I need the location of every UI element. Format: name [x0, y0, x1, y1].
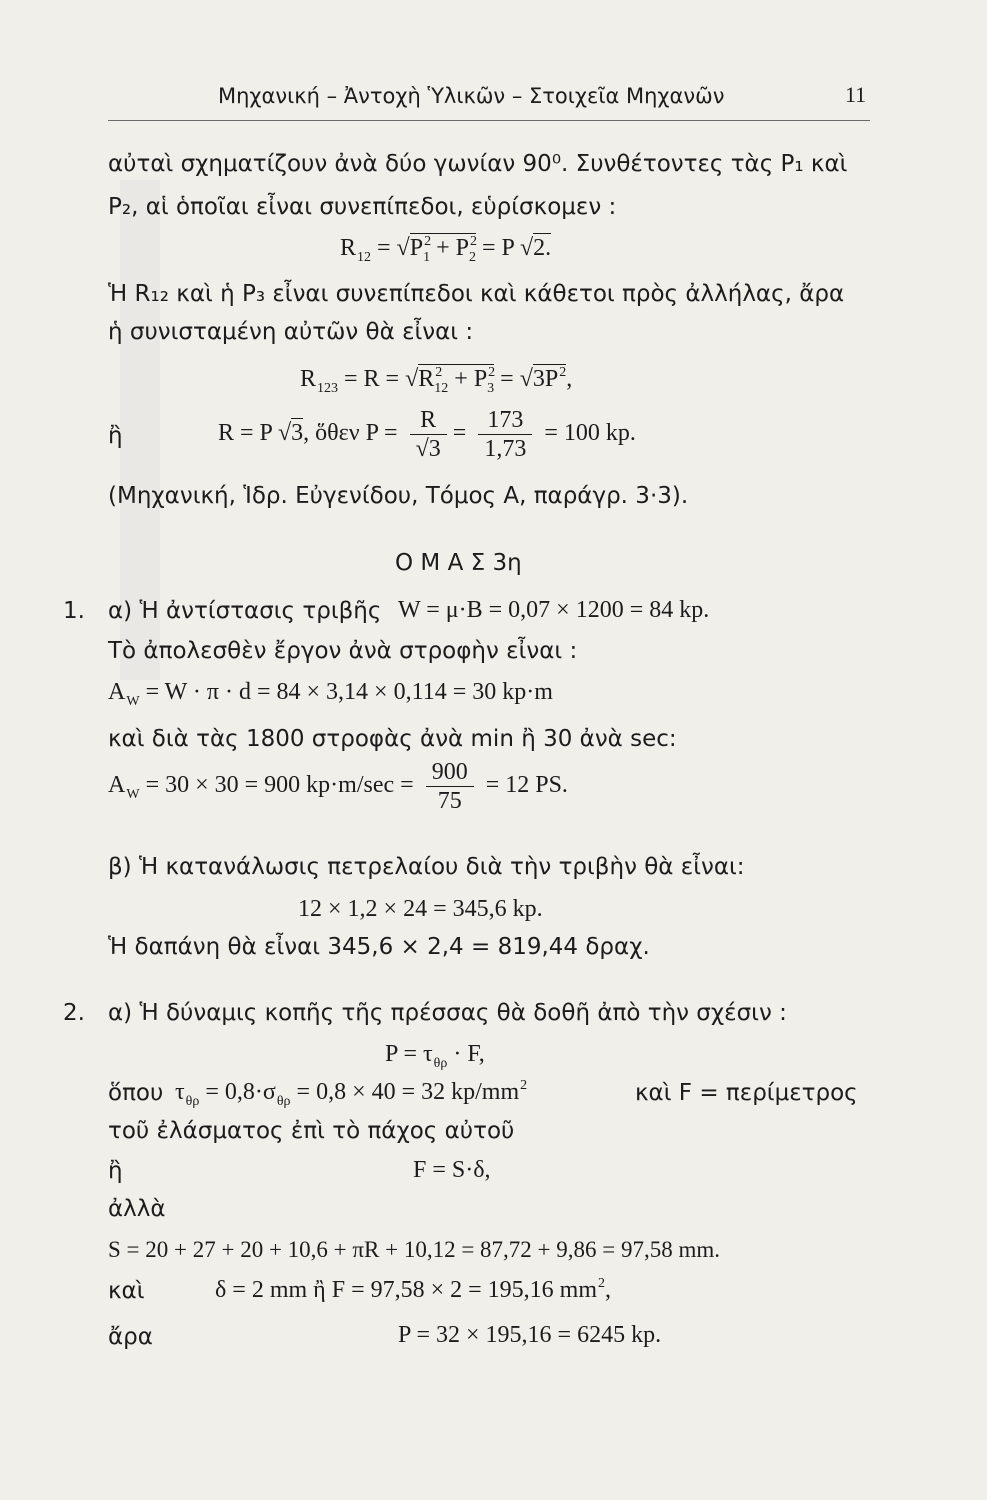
cutting-force-equation: $P = \tau_{\theta\rho} \cdot F$,: [385, 1041, 485, 1071]
work-equation-rhs: = W · π · d = 84 × 3,14 × 0,114 = 30 kp·m: [145, 679, 553, 705]
power-denominator: 75: [437, 788, 462, 814]
cost-line: Ἡ δαπάνη θὰ εἶναι 345,6 × 2,4 = 819,44 δραχ.: [108, 934, 650, 960]
r12-symbol: R: [340, 235, 357, 261]
eta-line: ἢ: [108, 1158, 123, 1184]
perimeter-text: καὶ F = περίμετρος: [635, 1080, 858, 1106]
frac-173-denominator: 1,73: [484, 436, 527, 462]
intro-line-2: P₂, αἱ ὁποῖαι εἶναι συνεπίπεδοι, εὑρίσκομεν :: [108, 194, 617, 220]
force-rhs: · F,: [453, 1041, 485, 1067]
kai-word: καὶ: [108, 1278, 145, 1304]
intro-line-4: ἡ συνισταμένη αὐτῶν θὰ εἶναι :: [108, 319, 474, 345]
r-equals-p: R = P: [218, 420, 272, 447]
ara-word: ἄρα: [108, 1324, 153, 1350]
equation-p: R = P √3, ὅθεν P = $\frac{R}{√3}$ = $\frac{173}{1,73}$ = 100 kp.: [218, 407, 636, 462]
r12-rhs: = P: [481, 235, 514, 261]
f-equation: F = S·δ,: [413, 1157, 491, 1183]
frac-r-numerator: R: [410, 408, 447, 435]
shear-stress-equation: $\tau_{\theta\rho} = 0,8\cdot\sigma_{\theta\rho} = 0,8 \times 40 = 32$ $kp/mm^2$: [175, 1078, 528, 1109]
tau-rhs-2: = 0,8 × 40 = 32 kp/mm: [296, 1079, 520, 1105]
power-result: = 12 PS.: [485, 772, 568, 799]
hothen-text: , ὅθεν P =: [303, 420, 398, 447]
r12-subscript: 12: [357, 250, 372, 265]
oil-equation: 12 × 1,2 × 24 = 345,6 kp.: [298, 896, 543, 922]
final-equation: P = 32 × 195,16 = 6245 kp.: [398, 1322, 662, 1348]
equation-r12: $R_{12} = √P^2_1 + P^2_2 = P$ √2.: [340, 234, 552, 265]
perimeter-line-2: τοῦ ἐλάσματος ἐπὶ τὸ πάχος αὐτοῦ: [108, 1118, 515, 1144]
where-word: ὅπου: [108, 1080, 164, 1106]
r123-symbol: R: [300, 366, 317, 392]
problem-1a-text: α) Ἡ ἀντίστασις τριβῆς: [108, 598, 382, 624]
p-result: = 100 kp.: [544, 420, 636, 447]
running-title: Μηχανική – Ἀντοχὴ Ὑλικῶν – Στοιχεῖα Μηχανῶν: [218, 84, 725, 108]
power-equation: $A_W = 30 \times 30 = 900$ kp·m/sec = $\frac{900}{75}$ = 12 PS.: [108, 759, 568, 814]
work-line: Τὸ ἀπολεσθὲν ἔργον ἀνὰ στροφὴν εἶναι :: [108, 638, 578, 664]
equation-r123: $R_{123} = R = √R^2_{12} + P^2_3 = √3P^2$,: [300, 365, 573, 396]
problem-1-number: 1.: [63, 598, 85, 624]
delta-equation-text: δ = 2 mm ἢ F = 97,58 × 2 = 195,16 mm: [215, 1277, 598, 1303]
eta-conjunction: ἢ: [108, 423, 123, 449]
reference-line: (Μηχανική, Ἱδρ. Εὐγενίδου, Τόμος Α, παράγρ. 3·3).: [108, 483, 689, 509]
delta-equation: δ = 2 mm ἢ F = 97,58 × 2 = 195,16 $mm^2$,: [215, 1276, 612, 1303]
problem-1b-text: β) Ἡ κατανάλωσις πετρελαίου διὰ τὴν τριβὴν θὰ εἶναι:: [108, 854, 745, 880]
group-title: Ο Μ Α Σ 3η: [395, 550, 522, 576]
force-lhs: P = τ: [385, 1041, 433, 1067]
intro-line-3: Ἡ R₁₂ καὶ ἡ P₃ εἶναι συνεπίπεδοι καὶ κάθετοι πρὸς ἀλλήλας, ἄρα: [108, 281, 845, 307]
friction-equation: W = μ·B = 0,07 × 1200 = 84 kp.: [398, 597, 710, 623]
power-equation-lhs: = 30 × 30 = 900 kp·m/sec =: [145, 772, 414, 799]
problem-2-number: 2.: [63, 1000, 85, 1026]
power-numerator: 900: [426, 760, 474, 787]
frac-173-numerator: 173: [478, 408, 532, 435]
page-number: 11: [845, 82, 867, 107]
intro-line-1: αὐταὶ σχηματίζουν ἀνὰ δύο γωνίαν 90⁰. Συνθέτοντες τὰς P₁ καὶ: [108, 151, 848, 177]
tau-rhs-1: = 0,8·σ: [205, 1079, 276, 1105]
r123-subscript: 123: [317, 381, 339, 396]
header-rule: [108, 120, 870, 121]
rpm-line: καὶ διὰ τὰς 1800 στροφὰς ἀνὰ min ἢ 30 ἀνὰ sec:: [108, 726, 677, 752]
s-equation: S = 20 + 27 + 20 + 10,6 + πR + 10,12 = 87,72 + 9,86 = 97,58 mm.: [108, 1237, 721, 1262]
work-equation: $A_W = W \cdot \pi \cdot d = 84 \times 3,14 \times 0,114 = 30$ kp·m: [108, 679, 553, 709]
alla-word: ἀλλὰ: [108, 1196, 166, 1222]
problem-2a-text: α) Ἡ δύναμις κοπῆς τῆς πρέσσας θὰ δοθῆ ἀπὸ τὴν σχέσιν :: [108, 1000, 787, 1026]
